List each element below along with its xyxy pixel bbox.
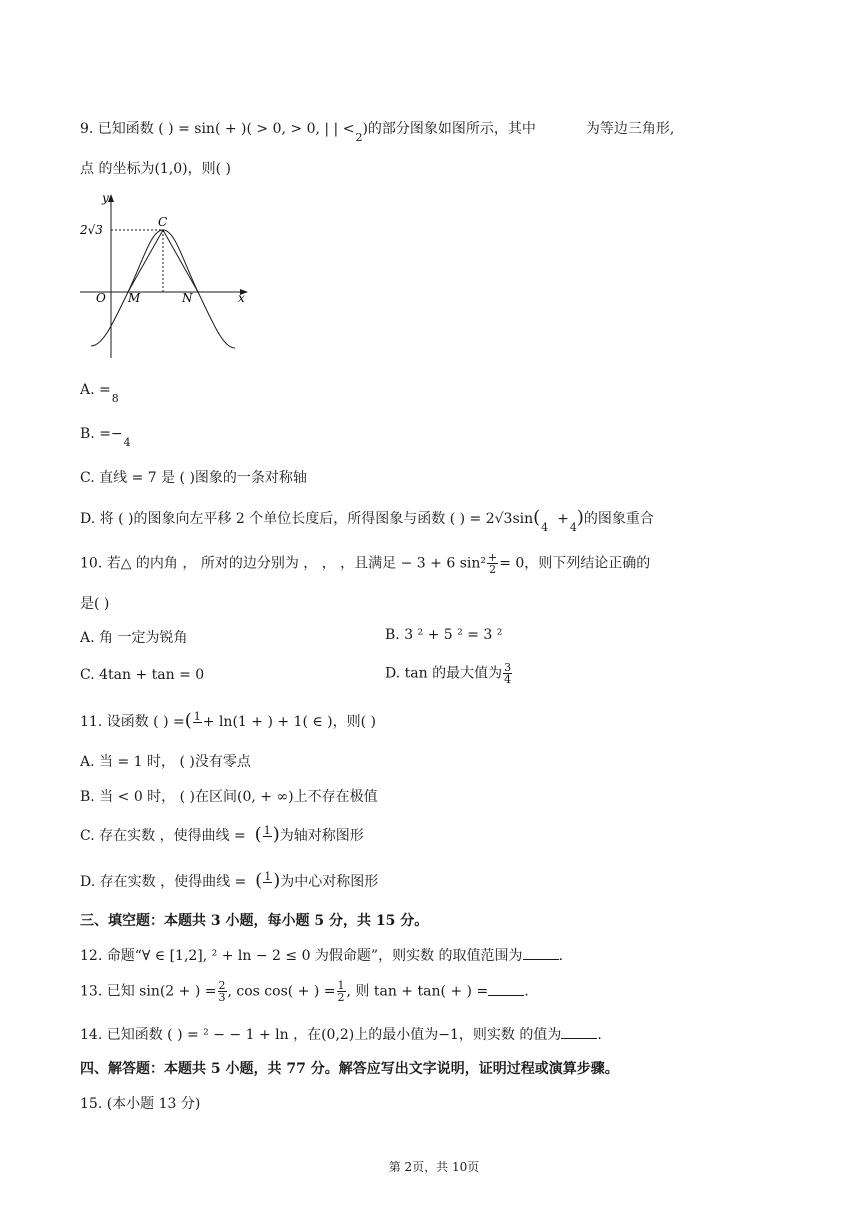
q10-line2: 是( ) [80, 596, 110, 612]
q9-stem-part1: 9. 已知函数 ( ) = sin( + )( > 0, > 0, | | < [80, 121, 355, 137]
q15-heading: 15. (本小题 13 分) [80, 1096, 201, 1112]
origin-label: O [96, 291, 106, 305]
page-footer: 第 2页，共 10页 [388, 1160, 480, 1174]
q9-option-c: C. 直线 = 7 是 ( )图象的一条对称轴 [80, 470, 307, 486]
q11-option-b: B. 当 < 0 时， ( )在区间(0, + ∞)上不存在极值 [80, 789, 378, 805]
point-c-label: C [158, 215, 168, 229]
q10-option-a: A. 角 一定为锐角 [80, 630, 188, 646]
q12: 12. 命题“∀ ∈ [1,2], ² + ln − 2 ≤ 0 为假命题”，则实数 的取值范围为 . [80, 948, 563, 964]
q9-pi-over-2: 2 [355, 131, 363, 144]
q9-line2: 点 的坐标为(1,0)，则( ) [80, 161, 232, 177]
q11-option-c: C. 存在实数 ，使得曲线 = ( 1 )为轴对称图形 [80, 823, 364, 845]
q14: 14. 已知函数 ( ) = ² − − 1 + ln ，在(0,2)上的最小值为−1，则实数 的值为 . [80, 1027, 602, 1043]
q10-frac: $\frac{+}{2}$ [488, 551, 498, 576]
q14-blank [561, 1026, 597, 1039]
q9-option-d: D. 将 ( )的图象向左平移 2 个单位长度后，所得图象与函数 ( ) = 2√3sin(4 +4)的图象重合 [80, 507, 654, 534]
y-axis-arrow [108, 194, 114, 202]
q13-blank [488, 983, 524, 996]
q10-line1: 10. 若△ 的内角 ， 所对的边分别为 ， ， ，且满足 − 3 + 6 sin² $\frac{+}{2}$ = 0，则下列结论正确的 [80, 551, 651, 576]
q9-opt-b-frac: 4 [123, 436, 131, 449]
section-3-heading: 三、填空题：本题共 3 小题，每小题 5 分，共 15 分。 [80, 913, 429, 929]
q11-option-a: A. 当 = 1 时， ( )没有零点 [80, 754, 251, 770]
point-n-label: N [182, 291, 193, 305]
x-label: x [238, 291, 245, 305]
q9-opt-a-frac: 8 [111, 392, 119, 405]
q9-graph [78, 188, 253, 363]
max-label: 2√3 [80, 223, 103, 237]
q10-option-c: C. 4tan + tan = 0 [80, 667, 205, 683]
q9-option-b: B. =−4 [80, 426, 131, 449]
point-m-label: M [128, 291, 141, 305]
q13: 13. 已知 sin(2 + ) = $\frac{2}{3}$ , cos cos( + ) = $\frac{1}{2}$ , 则 tan + tan( + ) = . [80, 979, 529, 1004]
section-4-heading: 四、解答题：本题共 5 小题，共 77 分。解答应写出文字说明，证明过程或演算步骤。 [80, 1061, 619, 1077]
q9-option-a: A. =8 [80, 382, 119, 405]
y-label: y [102, 191, 109, 205]
q9-line1 [80, 118, 674, 144]
q10-option-b: B. 3 ² + 5 ² = 3 ² [385, 627, 503, 643]
q9-stem-part2: )的部分图象如图所示，其中 [362, 121, 536, 137]
q11-option-d: D. 存在实数 ，使得曲线 = ( 1 )为中心对称图形 [80, 869, 379, 891]
q10-option-d: D. tan 的最大值为 $\frac{3}{4}$ [385, 661, 512, 686]
q11-line1: 11. 设函数 ( ) =( 1 + ln(1 + ) + 1( ∈ )，则( ) [80, 709, 377, 731]
q9-stem-part3: 为等边三角形, [585, 121, 675, 137]
q12-blank [523, 947, 559, 960]
